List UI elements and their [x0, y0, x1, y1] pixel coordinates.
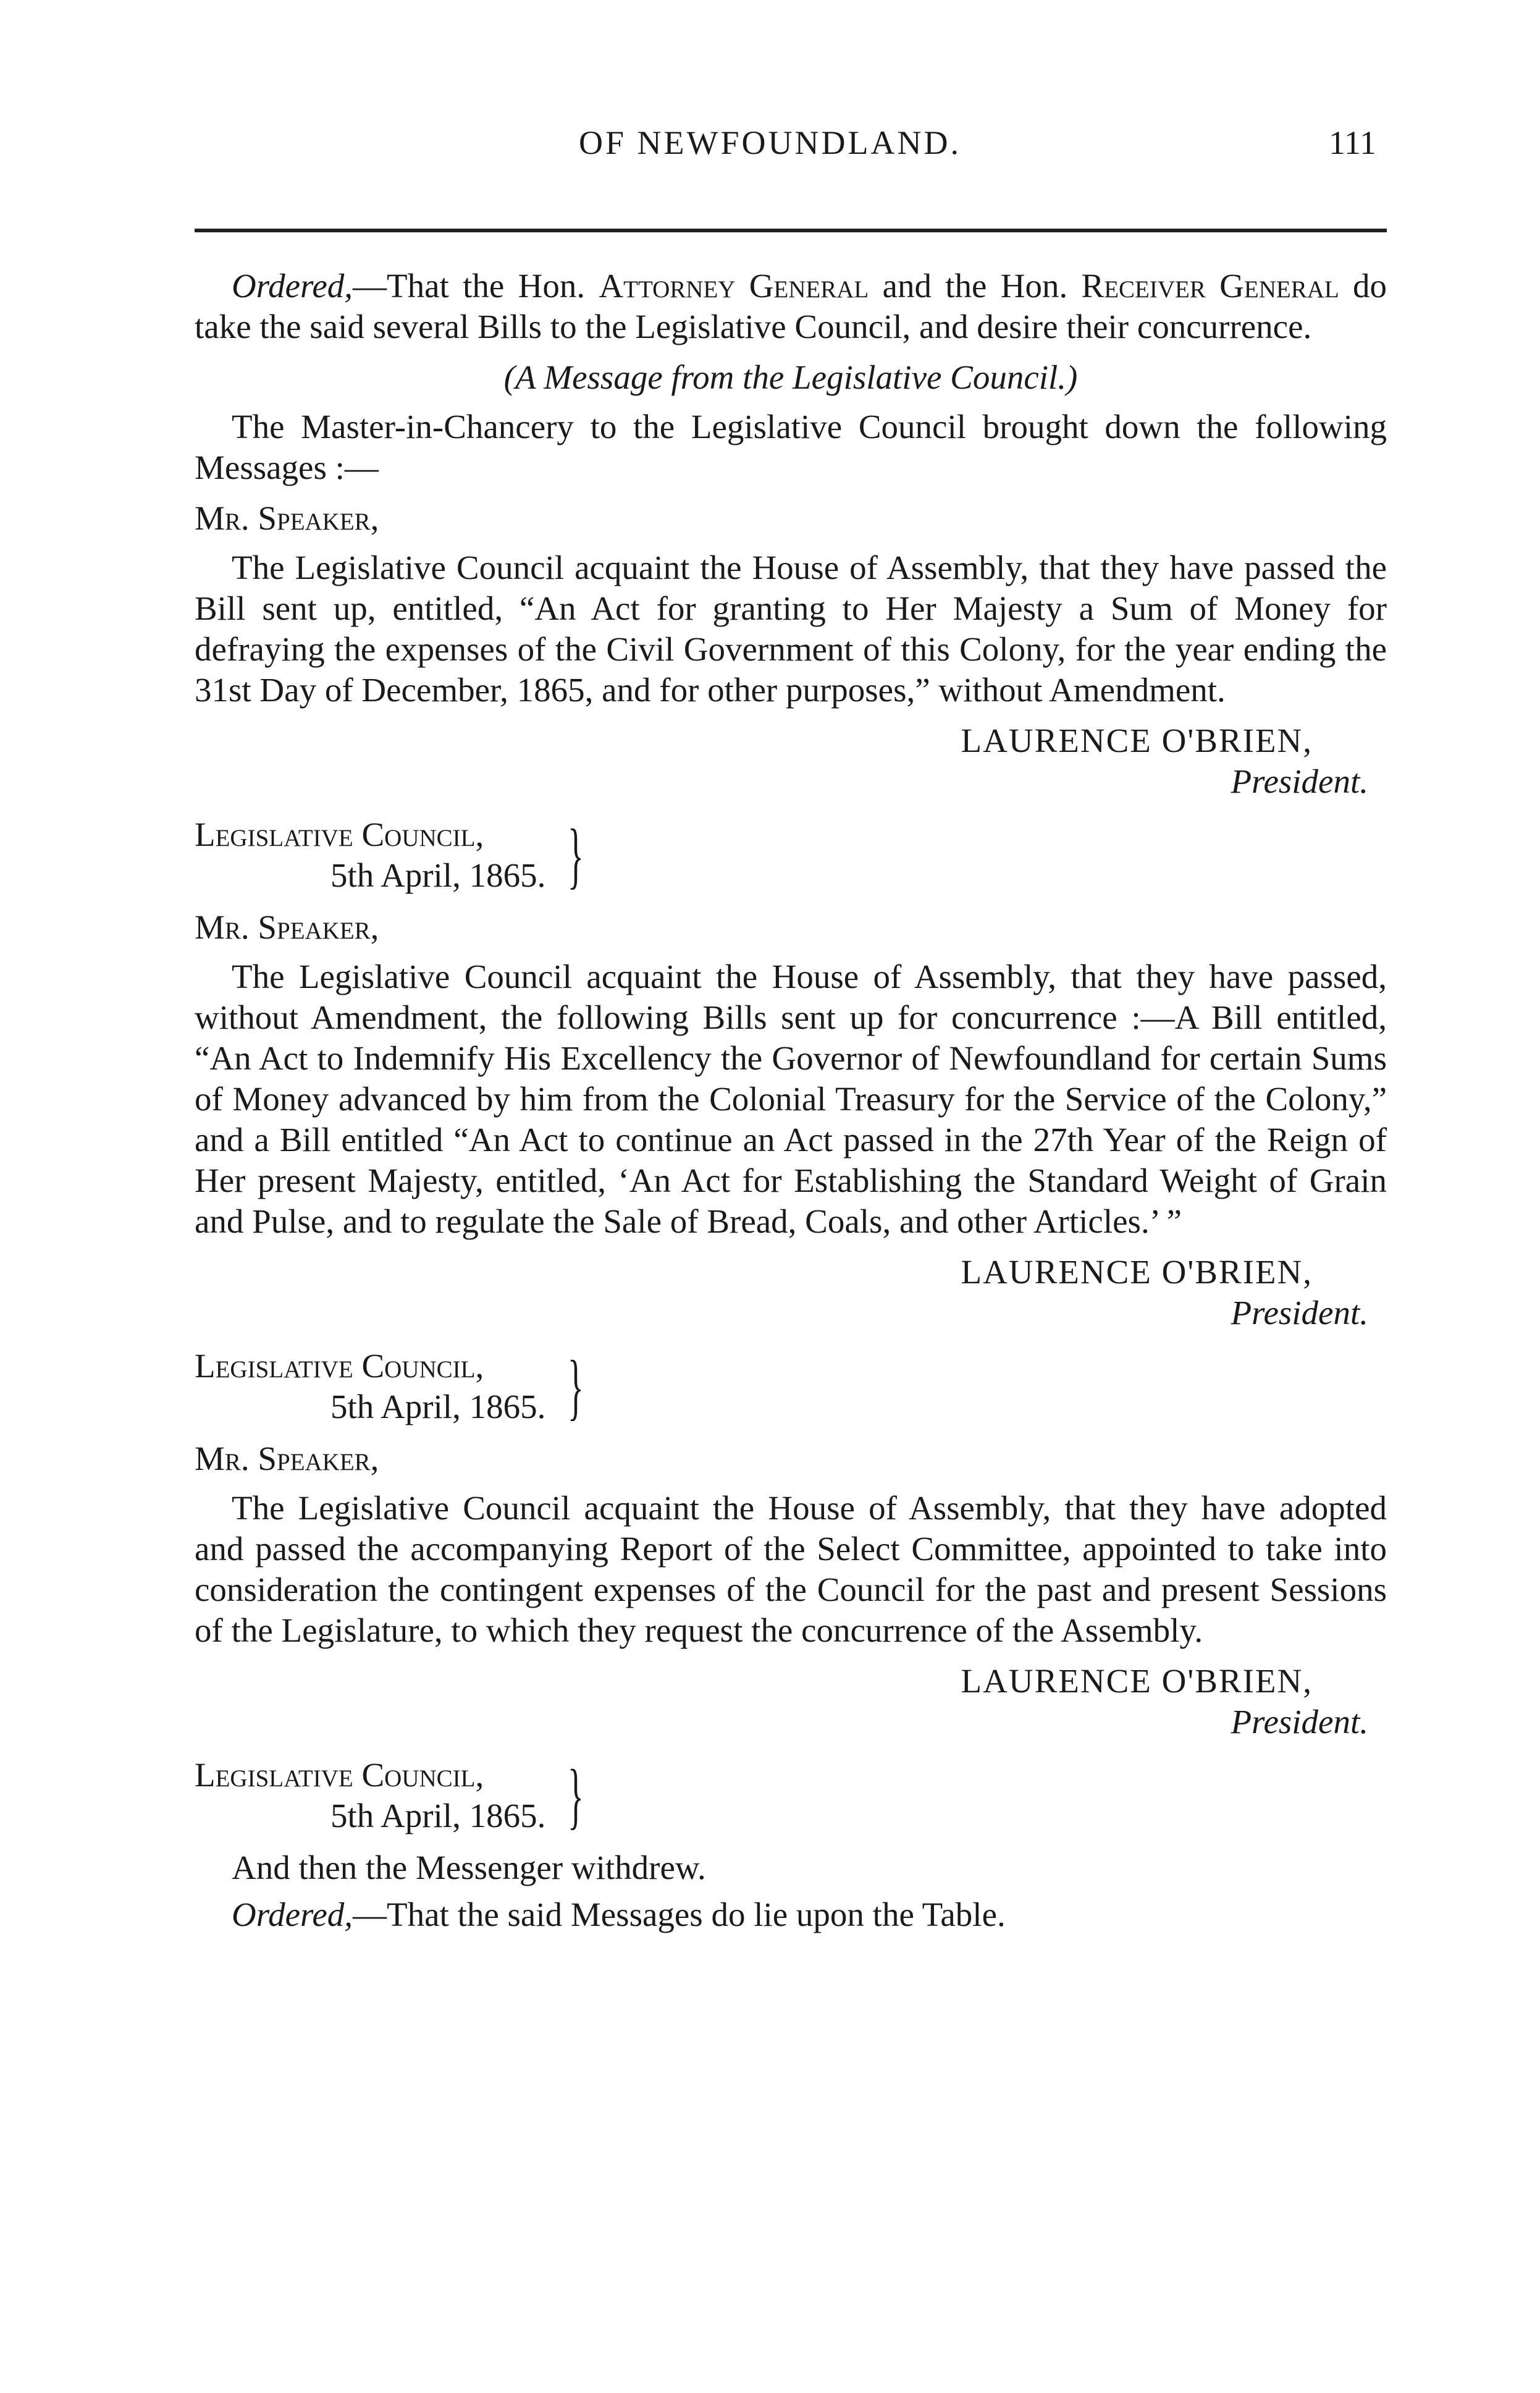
dateline — [195, 1346, 1387, 1427]
receiver-general: Receiver General — [1081, 267, 1339, 305]
brace-glyph: } — [568, 1754, 584, 1836]
dateline — [195, 1755, 1387, 1836]
message-block — [195, 907, 1387, 1427]
ordered-label: Ordered, — [232, 267, 353, 305]
brace-glyph: } — [568, 1345, 584, 1427]
date-place: Legislative Council, — [195, 1756, 484, 1794]
date-place: Legislative Council, — [195, 1347, 484, 1385]
dateline — [195, 814, 1387, 896]
master-paragraph: The Master-in-Chancery to the Legislative Council brought down the following Messages :— — [195, 408, 1387, 486]
ordered-text-3: do take the said several Bills to the Legislative Council, and desire their concurrence. — [195, 267, 1387, 345]
addressee: Mr. Speaker, — [195, 499, 379, 537]
ordered-paragraph — [195, 266, 1387, 347]
signature-title: President. — [1231, 762, 1368, 800]
closing-ordered-text: —That the said Messages do lie upon the Table. — [353, 1896, 1006, 1933]
signature-title: President. — [1231, 1294, 1368, 1332]
ordered-text-2: and the Hon. — [869, 267, 1082, 305]
ordered-text-1: —That the Hon. — [353, 267, 599, 305]
message-block — [195, 1438, 1387, 1836]
message-heading: (A Message from the Legislative Council.) — [503, 358, 1078, 396]
closing-ordered-label: Ordered, — [232, 1896, 353, 1933]
attorney-general: Attorney General — [599, 267, 869, 305]
signature: LAURENCE O'BRIEN, — [961, 722, 1313, 759]
withdrew-line: And then the Messenger withdrew. — [232, 1849, 706, 1886]
message-body: The Legislative Council acquaint the House of Assembly, that they have passed the Bill sent up, entitled, “An Act for granting to Her Majesty a Sum of Money for defraying the expenses of the Civil Government of this Colony, for the year ending the 31st Day of December, 1865, and for other purposes,” without Amendment. — [195, 549, 1387, 709]
addressee: Mr. Speaker, — [195, 1440, 379, 1477]
date: 5th April, 1865. — [330, 1388, 546, 1425]
page-body — [195, 266, 1387, 1941]
date: 5th April, 1865. — [330, 856, 546, 894]
message-body: The Legislative Council acquaint the House of Assembly, that they have adopted and passed the accompanying Report of the Select Committee, appointed to take into consideration the contingent expenses of the Council for the past and present Sessions of the Legislature, to which they request the concurrence of the Assembly. — [195, 1489, 1387, 1649]
message-body: The Legislative Council acquaint the House of Assembly, that they have passed, without Amendment, the following Bills sent up for concurrence :—A Bill entitled, “An Act to Indemnify His Excellency the Governor of Newfoundland for certain Sums of Money advanced by him from the Colonial Treasury for the Service of the Colony,” and a Bill entitled “An Act to continue an Act passed in the 27th Year of the Reign of Her present Majesty, entitled, ‘An Act for Establishing the Standard Weight of Grain and Pulse, and to regulate the Sale of Bread, Coals, and other Articles.’ ” — [195, 958, 1387, 1240]
message-block — [195, 498, 1387, 896]
date-place: Legislative Council, — [195, 816, 484, 853]
brace-glyph: } — [568, 814, 584, 896]
page-number: 111 — [1329, 124, 1376, 161]
signature-title: President. — [1231, 1703, 1368, 1741]
date: 5th April, 1865. — [330, 1797, 546, 1834]
closing-ordered-line — [195, 1894, 1387, 1935]
signature: LAURENCE O'BRIEN, — [961, 1253, 1313, 1291]
addressee: Mr. Speaker, — [195, 908, 379, 946]
running-header: OF NEWFOUNDLAND. — [579, 124, 961, 161]
signature: LAURENCE O'BRIEN, — [961, 1662, 1313, 1700]
header-rule — [195, 229, 1387, 232]
